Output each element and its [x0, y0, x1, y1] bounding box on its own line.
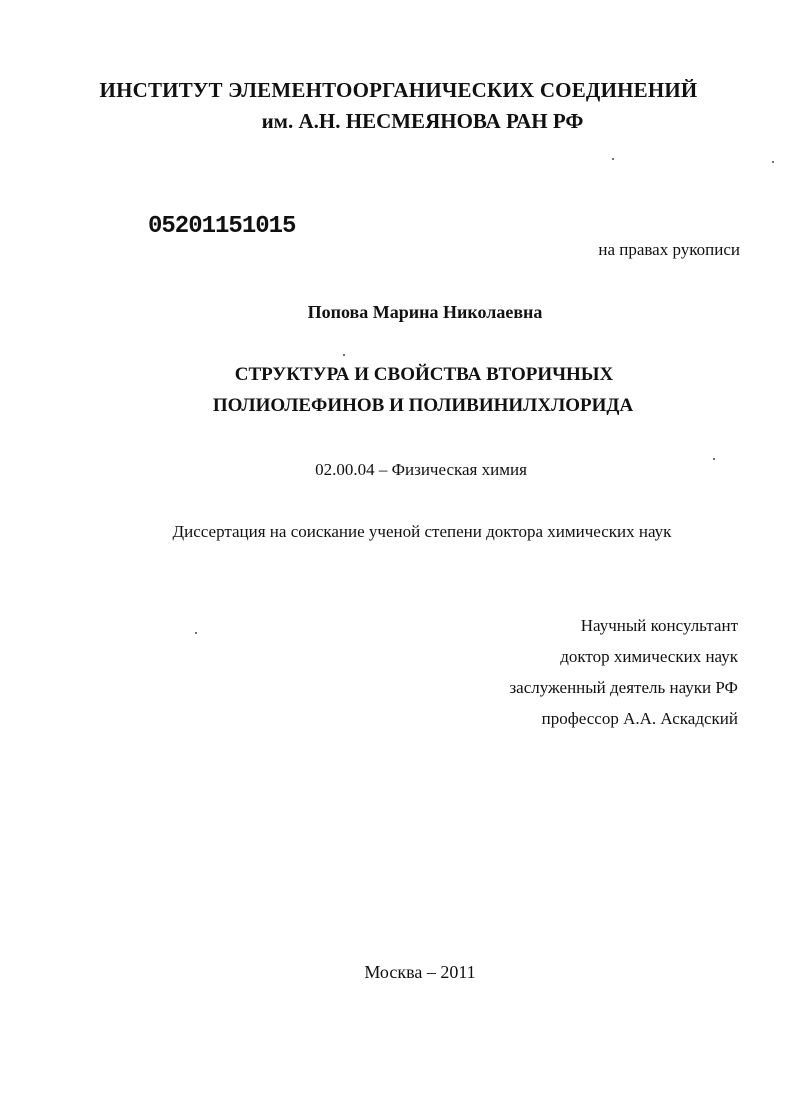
scan-speck: [772, 161, 774, 163]
scan-speck: [612, 158, 614, 160]
institute-name-line2: им. А.Н. НЕСМЕЯНОВА РАН РФ: [261, 109, 584, 133]
author-name: Попова Марина Николаевна: [307, 302, 543, 322]
supervisor-honor: заслуженный деятель науки РФ: [509, 678, 738, 697]
supervisor-role: Научный консультант: [580, 616, 738, 635]
degree-statement: Диссертация на соискание ученой степени доктора химических наук: [172, 522, 672, 541]
city-year: Москва – 2011: [364, 962, 476, 982]
dissertation-title-line2: ПОЛИОЛЕФИНОВ И ПОЛИВИНИЛХЛОРИДА: [212, 395, 634, 416]
archive-number: 05201151015: [148, 213, 296, 240]
manuscript-rights: на правах рукописи: [598, 240, 740, 259]
specialty-code: 02.00.04 – Физическая химия: [315, 460, 527, 479]
scan-speck: [195, 632, 197, 634]
supervisor-name: профессор А.А. Аскадский: [541, 709, 738, 728]
scan-speck: [343, 354, 345, 356]
scan-speck: [713, 458, 715, 460]
dissertation-title-line1: СТРУКТУРА И СВОЙСТВА ВТОРИЧНЫХ: [234, 364, 614, 385]
supervisor-degree: доктор химических наук: [560, 647, 738, 666]
institute-name-line1: ИНСТИТУТ ЭЛЕМЕНТООРГАНИЧЕСКИХ СОЕДИНЕНИЙ: [99, 78, 698, 102]
